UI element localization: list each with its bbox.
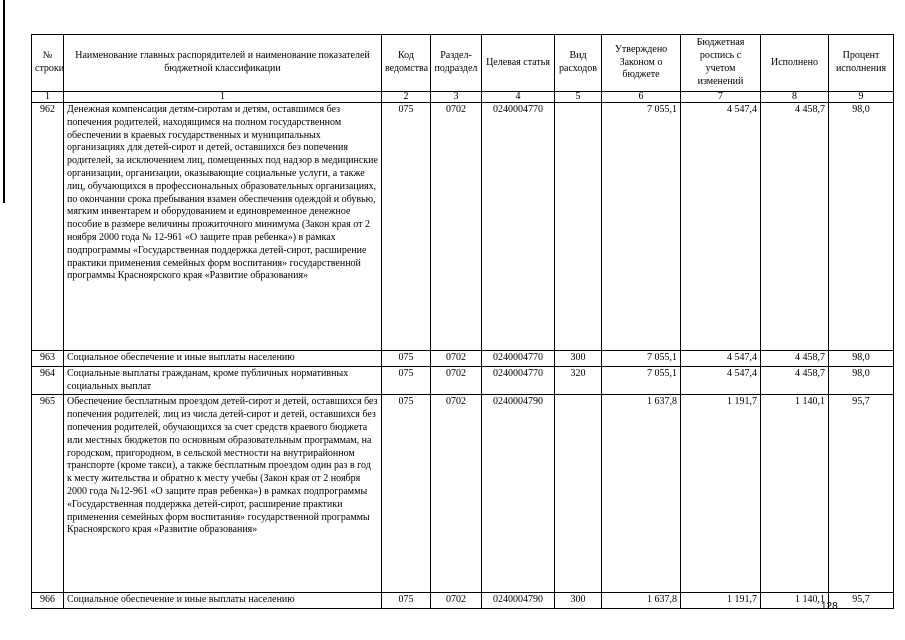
header-schedule: Бюджетная роспись с учетом изменений	[681, 35, 761, 92]
row-code: 075	[382, 593, 431, 609]
col-number: 8	[761, 92, 829, 103]
row-executed: 1 140,1	[761, 395, 829, 593]
row-type	[555, 395, 602, 593]
table-row	[32, 593, 894, 609]
row-code: 075	[382, 103, 431, 351]
left-margin-rule	[3, 0, 5, 203]
row-section: 0702	[431, 366, 482, 395]
row-section: 0702	[431, 351, 482, 367]
row-num: 964	[32, 366, 64, 395]
col-number: 3	[431, 92, 482, 103]
col-number: 1	[64, 92, 382, 103]
row-type: 300	[555, 593, 602, 609]
row-target: 0240004770	[482, 351, 555, 367]
col-number: 9	[829, 92, 894, 103]
row-percent: 98,0	[829, 351, 894, 367]
page-number: 128	[821, 601, 838, 612]
row-num: 963	[32, 351, 64, 367]
col-number: 2	[382, 92, 431, 103]
row-executed: 4 458,7	[761, 103, 829, 351]
budget-table	[31, 34, 894, 609]
row-schedule: 4 547,4	[681, 351, 761, 367]
table-row	[32, 395, 894, 593]
col-number: 6	[602, 92, 681, 103]
row-type	[555, 103, 602, 351]
row-schedule: 4 547,4	[681, 366, 761, 395]
header-section: Раздел-подраздел	[431, 35, 482, 92]
table-row	[32, 366, 894, 395]
row-name: Обеспечение бесплатным проездом детей-сирот и детей, оставшихся без попечения родителей, лиц из числа детей-сирот и детей, оставшихся без попечения родителей, обучающихся за счет средств краевого бюджета или местных бюджетов по основным образовательным программам, на городском, пригородном, в сельской местности на внутрирайонном транспорте (кроме такси), а также бесплатным проездом один раз в год к месту жительства и обратно к месту учебы (Закон края от 2 ноября 2000 года №12-961 «О защите прав ребенка») в рамках подпрограммы «Государственная поддержка детей-сирот, расширение практики применения семейных форм воспитания» государственной программы Красноярского края «Развитие образования»	[64, 395, 382, 593]
row-type: 320	[555, 366, 602, 395]
row-name: Денежная компенсация детям-сиротам и детям, оставшимся без попечения родителей, находящимся на полном государственном обеспечении в краевых государственных и муниципальных организациях для детей-сирот и детей, оставшихся без попечения родителей, за исключением лиц, помещенных под надзор в медицинские организации, организации, оказывающие социальные услуги, а также лиц, обучающихся в профессиональных образовательных организациях, по окончании срока пребывания взамен обеспечения одеждой и обувью, мягким инвентарем и оборудованием и единовременное денежное пособие в размере величины прожиточного минимума (Закон края от 2 ноября 2000 года № 12-961 «О защите прав ребенка») в рамках подпрограммы «Государственная поддержка детей-сирот, расширение практики применения семейных форм воспитания» государственной программы Красноярского края «Развитие образования»	[64, 103, 382, 351]
row-schedule: 4 547,4	[681, 103, 761, 351]
header-percent: Процент исполнения	[829, 35, 894, 92]
col-number: 7	[681, 92, 761, 103]
row-section: 0702	[431, 395, 482, 593]
row-schedule: 1 191,7	[681, 395, 761, 593]
row-approved: 7 055,1	[602, 351, 681, 367]
row-section: 0702	[431, 593, 482, 609]
row-num: 962	[32, 103, 64, 351]
row-target: 0240004790	[482, 593, 555, 609]
row-name: Социальное обеспечение и иные выплаты населению	[64, 351, 382, 367]
header-name: Наименование главных распорядителей и наименование показателей бюджетной классификации	[64, 35, 382, 92]
header-num: № строки	[32, 35, 64, 92]
row-executed: 4 458,7	[761, 351, 829, 367]
row-target: 0240004790	[482, 395, 555, 593]
table-row	[32, 351, 894, 367]
row-percent: 95,7	[829, 593, 894, 609]
column-number-row	[32, 92, 894, 103]
row-code: 075	[382, 395, 431, 593]
header-target: Целевая статья	[482, 35, 555, 92]
row-type: 300	[555, 351, 602, 367]
row-target: 0240004770	[482, 103, 555, 351]
row-approved: 1 637,8	[602, 395, 681, 593]
row-target: 0240004770	[482, 366, 555, 395]
row-num: 966	[32, 593, 64, 609]
row-percent: 98,0	[829, 366, 894, 395]
row-code: 075	[382, 351, 431, 367]
row-num: 965	[32, 395, 64, 593]
row-name: Социальные выплаты гражданам, кроме публичных нормативных социальных выплат	[64, 366, 382, 395]
row-approved: 1 637,8	[602, 593, 681, 609]
row-percent: 95,7	[829, 395, 894, 593]
header-executed: Исполнено	[761, 35, 829, 92]
row-approved: 7 055,1	[602, 366, 681, 395]
row-executed: 1 140,1	[761, 593, 829, 609]
header-approved: Утверждено Законом о бюджете	[602, 35, 681, 92]
row-name: Социальное обеспечение и иные выплаты населению	[64, 593, 382, 609]
col-number: 5	[555, 92, 602, 103]
row-approved: 7 055,1	[602, 103, 681, 351]
col-number: 4	[482, 92, 555, 103]
col-number: 1	[32, 92, 64, 103]
header-row	[32, 35, 894, 92]
row-executed: 4 458,7	[761, 366, 829, 395]
row-percent: 98,0	[829, 103, 894, 351]
row-schedule: 1 191,7	[681, 593, 761, 609]
table-row	[32, 103, 894, 351]
header-code: Код ведомства	[382, 35, 431, 92]
row-section: 0702	[431, 103, 482, 351]
header-type: Вид расходов	[555, 35, 602, 92]
row-code: 075	[382, 366, 431, 395]
